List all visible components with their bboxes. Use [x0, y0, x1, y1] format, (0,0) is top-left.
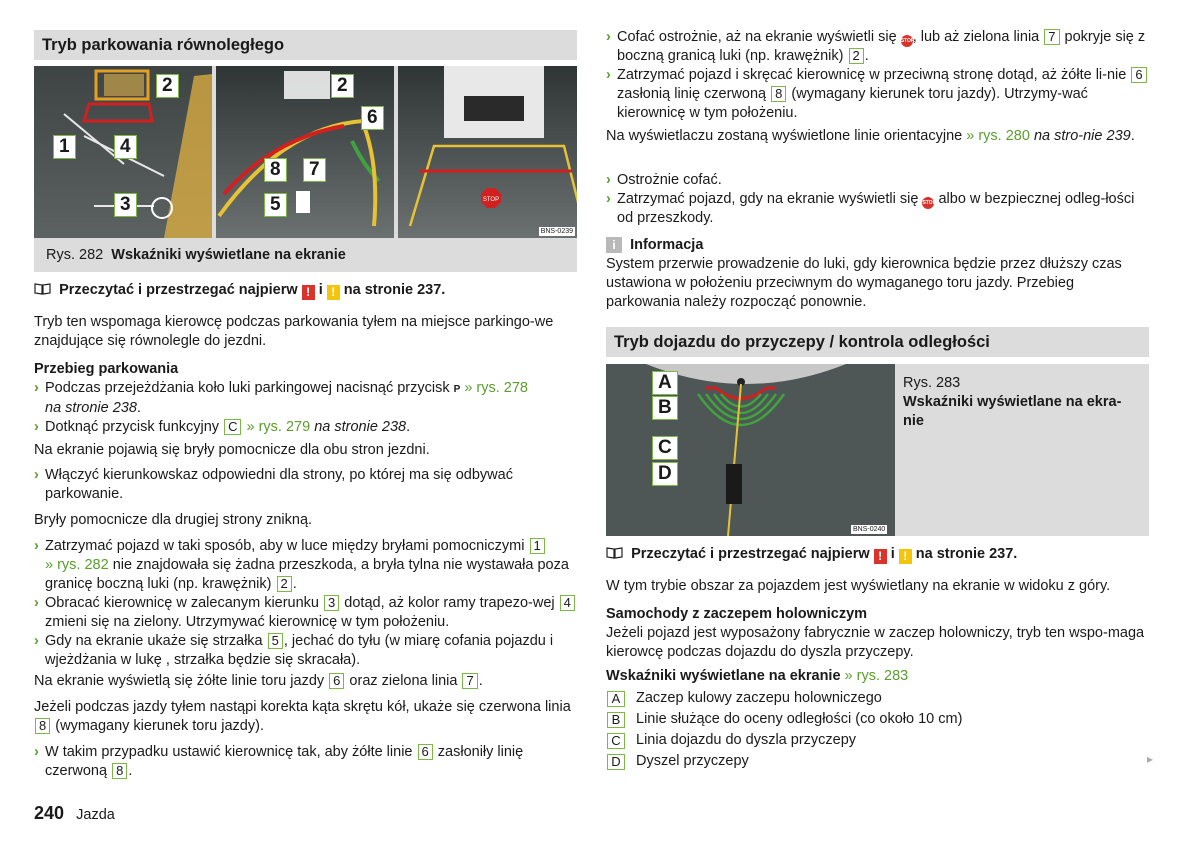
- tow-hitch-heading: Samochody z zaczepem holowniczym: [606, 606, 868, 622]
- suv-grille: [464, 96, 524, 121]
- tow-hitch-text: Jeżeli pojazd jest wyposażony fabrycznie w zaczep holowniczy, tryb ten wspo-maga kierowcę podczas dojazdu do dyszla przyczepy.: [606, 625, 1145, 660]
- arrow-icon: [296, 191, 310, 213]
- legend-list: [606, 688, 1149, 772]
- fig283-marker-b: B: [652, 396, 678, 420]
- fig282-marker-1: 1: [53, 135, 76, 159]
- red-line-text: Jeżeli podczas jazdy tyłem nastąpi korekta kąta skrętu kół, ukaże się czerwona linia 8 (wymagany kierunek toru jazdy).: [34, 699, 571, 734]
- fig282-marker-5: 5: [264, 193, 287, 217]
- key-6r: 6: [1131, 67, 1146, 83]
- fig282-marker-2a: 2: [156, 74, 179, 98]
- fig282-caption-title: Wskaźniki wyświetlane na ekranie: [111, 247, 346, 263]
- stop-sign-text: STOP: [482, 197, 500, 203]
- fig282-marker-8: 8: [264, 158, 287, 182]
- section-title-trailer: Tryb dojazdu do przyczepy / kontrola odległości: [606, 327, 1149, 357]
- step-reverse-carefully: › Cofać ostrożnie, aż na ekranie wyświetli się STOP, lub aż zielona linia 7 pokryje się z boczną granicą luki (np. krawężnik) 2 .: [606, 29, 1146, 64]
- step-cover-red: › W takim przypadku ustawić kierownicę tak, aby żółte linie 6 zasłoniły linię czerwoną 8 .: [34, 744, 524, 779]
- step-careful-back: › Ostrożnie cofać.: [606, 172, 722, 188]
- read-note-and: i: [318, 282, 323, 298]
- fig282-code: BNS-0239: [540, 228, 573, 235]
- ground: [606, 364, 895, 536]
- link-fig283[interactable]: » rys. 283: [840, 668, 909, 684]
- orientation-lines-text: Na wyświetlaczu zostaną wyświetlone linie orientacyjne » rys. 280 na stro-nie 239.: [606, 128, 1135, 144]
- figure-283-image: [606, 364, 895, 536]
- fig283-caption-num: Rys. 283: [903, 375, 961, 391]
- read-note-and-2: i: [890, 546, 895, 562]
- link-fig282[interactable]: » rys. 282: [45, 557, 109, 573]
- read-note-left: [34, 281, 445, 300]
- legend-item: A Zaczep kulowy zaczepu holowniczego: [606, 688, 1149, 709]
- indicators-heading: Wskaźniki wyświetlane na ekranie » rys. 283: [606, 668, 909, 684]
- step-stop-vehicle: › Zatrzymać pojazd w taki sposób, aby w luce między bryłami pomocniczymi 1 » rys. 282 nie znajdowała się żadna przeszkoda, a bryła tylna nie wystawała poza granicę boczną luki (np. krawężnik) 2 .: [34, 538, 569, 592]
- step-touch-function: › Dotknąć przycisk funkcyjny C » rys. 279 na stronie 238.: [34, 419, 411, 435]
- helper-car: [104, 74, 144, 96]
- step-indicator: › Włączyć kierunkowskaz odpowiedni dla strony, po której ma się odbywać parkowanie.: [34, 467, 513, 502]
- key-3: 3: [324, 595, 339, 611]
- legend-item: D Dyszel przyczepy: [606, 751, 1149, 772]
- next-page-arrow[interactable]: ▸: [1147, 752, 1154, 766]
- legend-item: B Linie służące do oceny odległości (co około 10 cm): [606, 709, 1149, 730]
- key-5: 5: [268, 633, 283, 649]
- info-header: [606, 236, 1149, 255]
- page-number: 240: [34, 803, 65, 823]
- stop-icon: STOP: [901, 35, 913, 47]
- info-icon: i: [606, 237, 622, 253]
- fig283-marker-a: A: [652, 371, 678, 395]
- legend-item: C Linia dojazdu do dyszla przyczepy: [606, 730, 1149, 751]
- intro-paragraph: Tryb ten wspomaga kierowcę podczas parkowania tyłem na miejsce parkingo-we znajdujące się równolegle do jezdni.: [34, 314, 554, 349]
- warning-red-icon: !: [302, 285, 315, 300]
- key-8r: 8: [771, 86, 786, 102]
- figure-282: [34, 66, 577, 272]
- indicators-section: [606, 667, 1149, 772]
- warning-yellow-icon-2: !: [899, 549, 912, 564]
- yellow-lines-text: Na ekranie wyświetlą się żółte linie toru jazdy 6 oraz zielona linia 7 .: [34, 673, 483, 689]
- read-note-page: na stronie 237.: [343, 282, 446, 298]
- info-title: Informacja: [630, 237, 704, 253]
- info-text: System przerwie prowadzenie do luki, gdy kierownica będzie przez dłuższy czas ustawiona w położeniu przeciwnym do wymaganego toru jazdy. Przebieg parkowania należy rozpocząć ponownie.: [606, 256, 1122, 310]
- fig283-code: BNS-0240: [853, 526, 886, 533]
- steps-right: [606, 28, 1149, 123]
- page-footer: [34, 804, 115, 825]
- helper-blocks-text: Na ekranie pojawią się bryły pomocnicze dla obu stron jezdni.: [34, 442, 430, 458]
- fig283-marker-c: C: [652, 436, 678, 460]
- step-stop-on-sign: › Zatrzymać pojazd, gdy na ekranie wyświetli się STOP albo w bezpiecznej odleg-łości od przeszkody.: [606, 191, 1135, 226]
- key-2r: 2: [849, 48, 864, 64]
- figure-283: [606, 364, 1149, 536]
- key-8: 8: [35, 718, 50, 734]
- procedure-heading: Przebieg parkowania: [34, 361, 179, 377]
- link-fig279[interactable]: » rys. 279: [242, 419, 311, 435]
- link-fig280[interactable]: » rys. 280: [962, 128, 1030, 144]
- fig282-marker-7: 7: [303, 158, 326, 182]
- warning-red-icon-2: !: [874, 549, 887, 564]
- key-7: 7: [462, 673, 477, 689]
- read-note-text-2: Przeczytać i przestrzegać najpierw: [631, 546, 870, 562]
- warning-yellow-icon: !: [327, 285, 340, 300]
- step-turn-wheel: › Obracać kierownicę w zalecanym kierunku 3 dotąd, aż kolor ramy trapezo-wej 4 zmieni się na zielony. Utrzymywać kierownicę w tym położeniu.: [34, 594, 576, 632]
- key-c: C: [224, 419, 241, 435]
- step-arrow: › Gdy na ekranie ukaże się strzałka 5 , jechać do tyłu (w miarę cofania pojazdu i wjeżdżania w lukę , strzałka będzie się skracała).: [34, 633, 554, 668]
- fig282-marker-6: 6: [361, 106, 384, 130]
- drawbar: [726, 464, 742, 504]
- key-1: 1: [530, 538, 545, 554]
- info-box: [606, 236, 1149, 312]
- page-chapter: Jazda: [76, 807, 115, 823]
- fig282-caption: [46, 246, 346, 265]
- step-press-button: › Podczas przejeżdżania koło luki parkingowej nacisnąć przycisk P » rys. 278 na stronie 238.: [34, 380, 528, 416]
- link-fig278[interactable]: » rys. 278: [460, 380, 528, 396]
- steps-block: [34, 537, 576, 670]
- parking-procedure: [34, 360, 574, 437]
- book-icon: [34, 283, 51, 295]
- section-title-parallel-parking: Tryb parkowania równoległego: [34, 30, 577, 60]
- key-6: 6: [329, 673, 344, 689]
- other-side-text: Bryły pomocnicze dla drugiej strony znikną.: [34, 512, 313, 528]
- fig282-marker-2b: 2: [331, 74, 354, 98]
- key-7r: 7: [1044, 29, 1059, 45]
- top-view-text: W tym trybie obszar za pojazdem jest wyświetlany na ekranie w widoku z góry.: [606, 578, 1111, 594]
- book-icon-2: [606, 547, 623, 559]
- key-8b: 8: [112, 763, 127, 779]
- key-2: 2: [277, 576, 292, 592]
- tow-hitch-section: [606, 605, 1149, 662]
- fig283-caption: [903, 374, 1133, 431]
- stop-icon-2: STOP: [922, 197, 934, 209]
- fig282-marker-4: 4: [114, 135, 137, 159]
- steps-right-2: [606, 171, 1149, 228]
- read-note-right: [606, 545, 1017, 564]
- fig283-caption-title: Wskaźniki wyświetlane na ekra-nie: [903, 394, 1122, 429]
- fig283-marker-d: D: [652, 462, 678, 486]
- car-far: [284, 71, 330, 99]
- fig282-marker-3: 3: [114, 193, 137, 217]
- key-6b: 6: [418, 744, 433, 760]
- read-note-text: Przeczytać i przestrzegać najpierw: [59, 282, 298, 298]
- step-opposite-turn: › Zatrzymać pojazd i skręcać kierownicę w przeciwną stronę dotąd, aż żółte li-nie 6 zasłonią linię czerwoną 8 (wymagany kierunek toru jazdy). Utrzymy-wać kierownicę w tym położeniu.: [606, 66, 1149, 123]
- fig282-caption-num: Rys. 282: [46, 247, 104, 263]
- read-note-page-2: na stronie 237.: [915, 546, 1018, 562]
- key-4: 4: [560, 595, 575, 611]
- park-button-icon: P: [453, 384, 461, 395]
